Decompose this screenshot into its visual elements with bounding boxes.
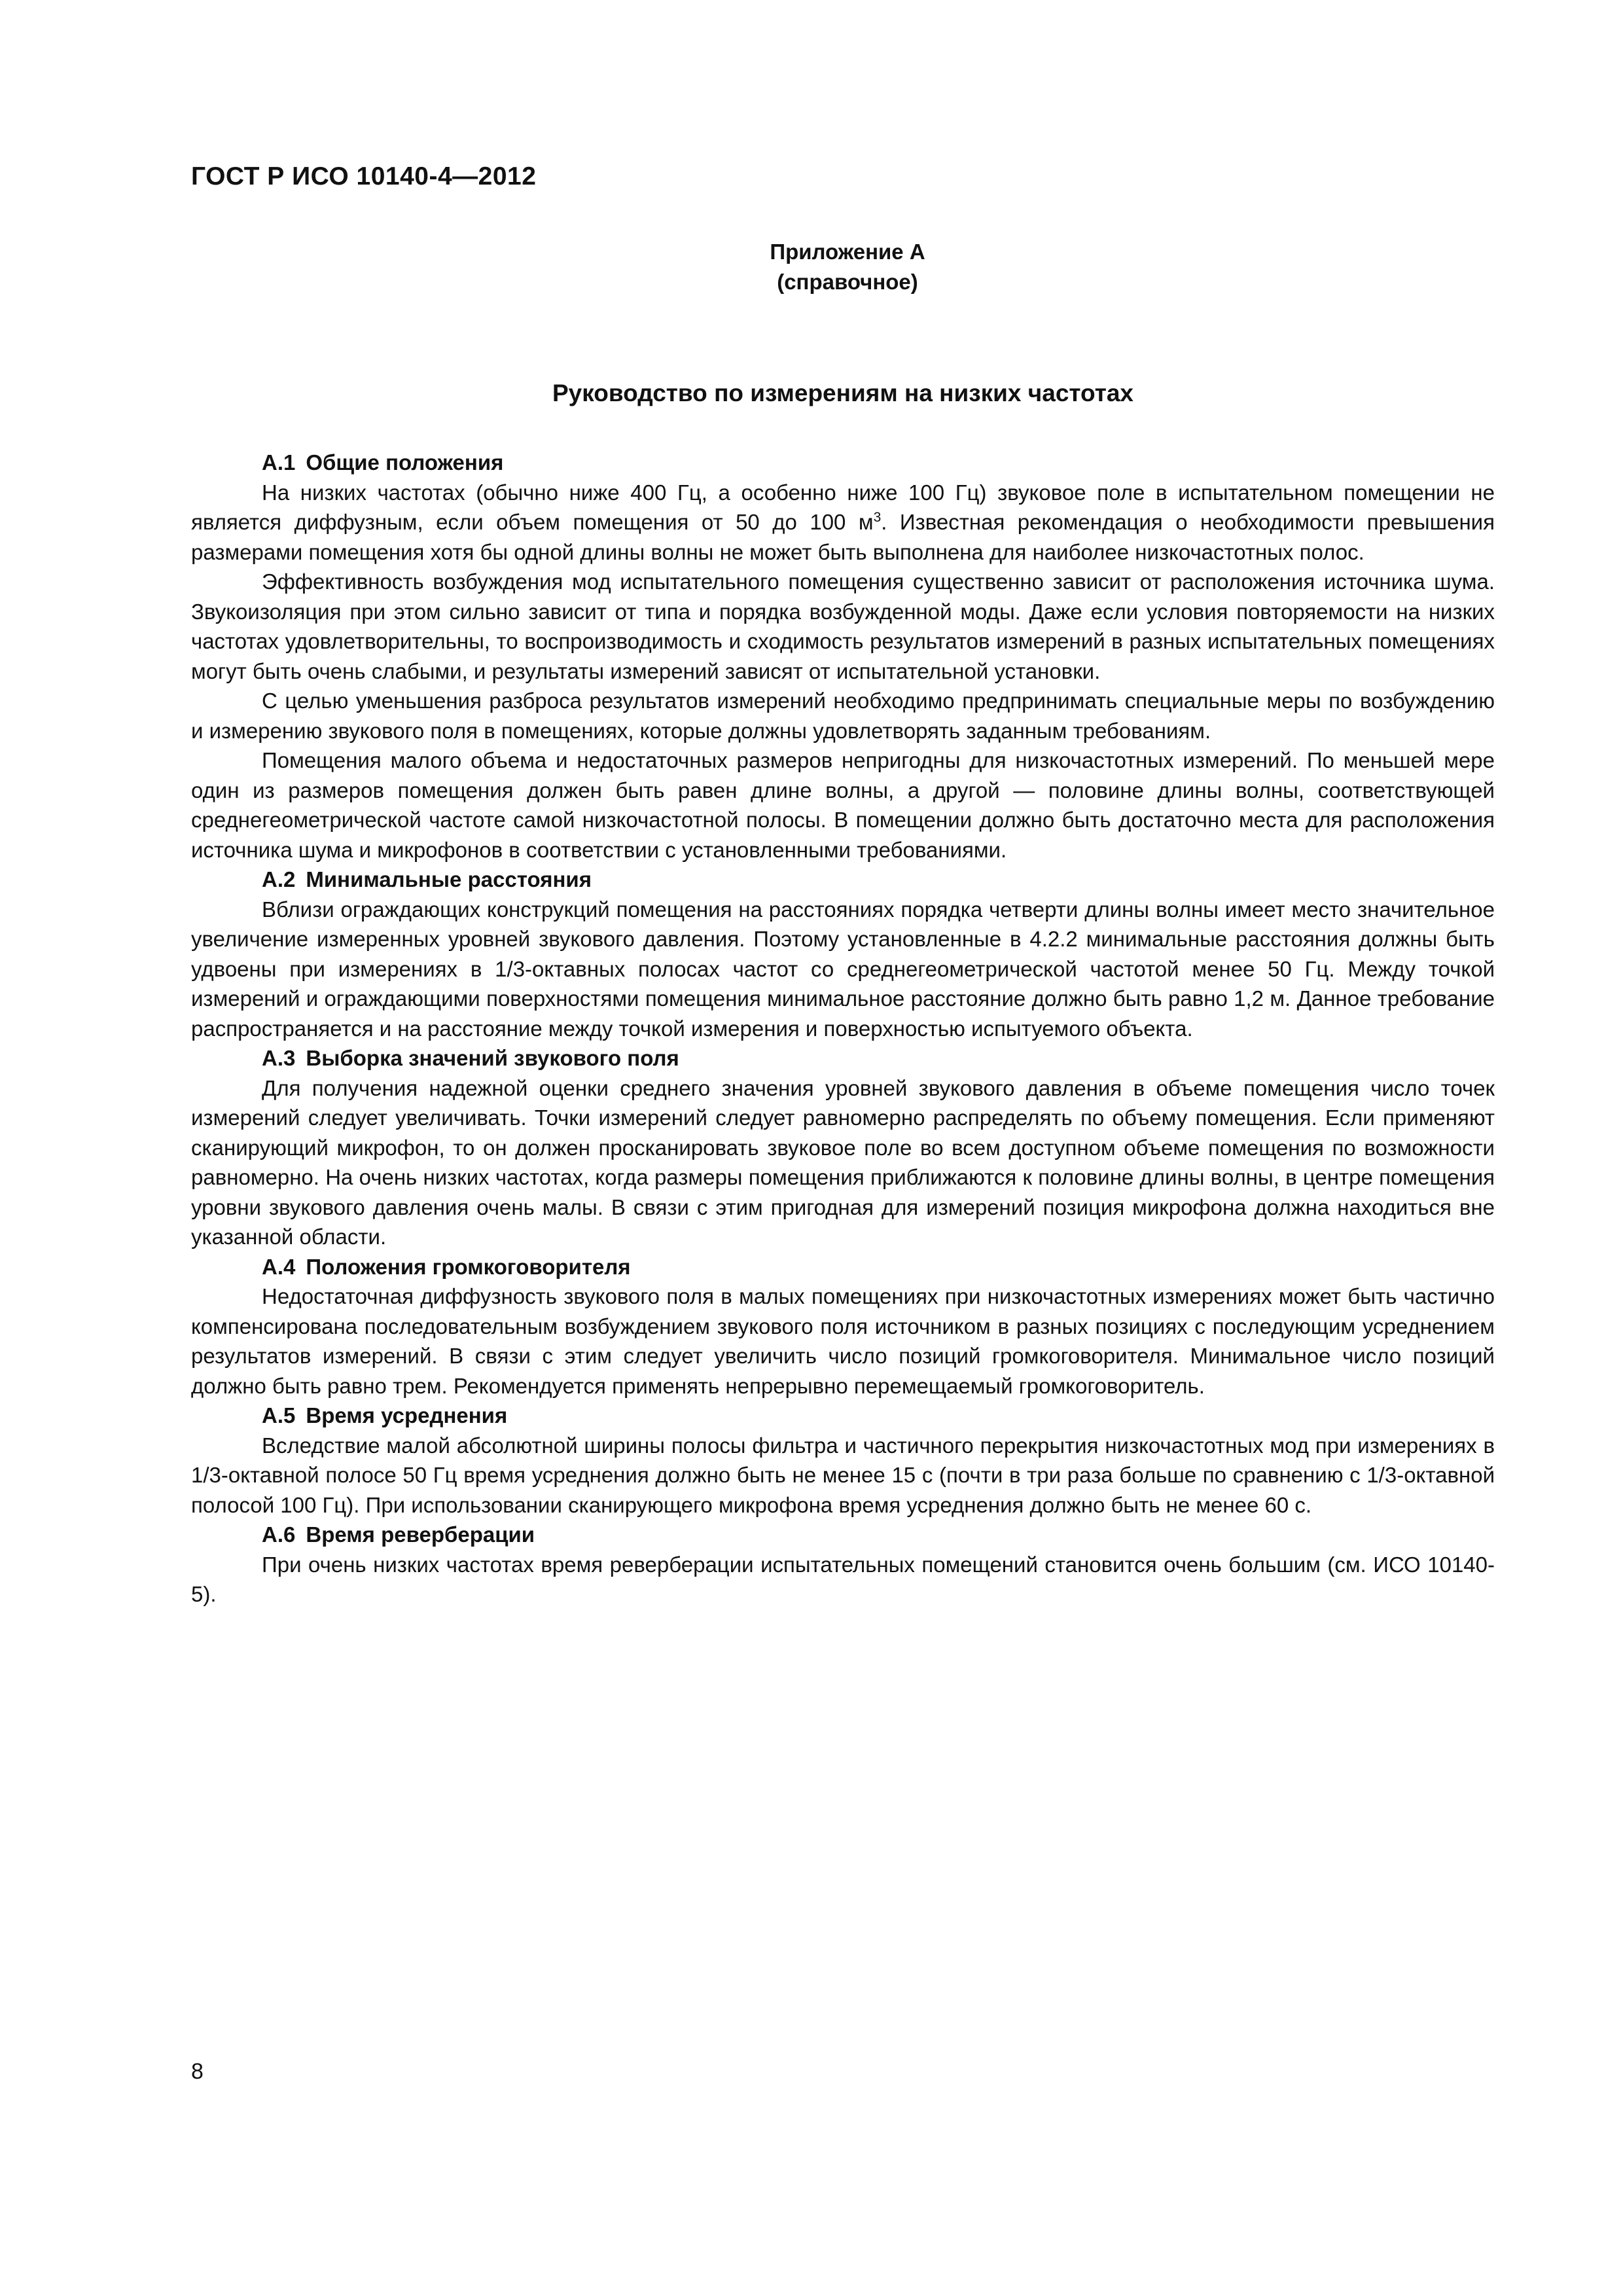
- annex-heading: [654, 237, 1041, 297]
- section-heading: [191, 1520, 1495, 1550]
- paragraph: Вследствие малой абсолютной ширины полосы фильтра и частичного перекрытия низкочастотных мод при измерениях в 1/3-октавной полосе 50 Гц время усреднения должно быть не менее 15 с (почти в три раза больше по сравнению с 1/3-октавной полосой 100 Гц). При использовании сканирующего микрофона время усреднения должно быть не менее 60 с.: [191, 1433, 1495, 1517]
- section-heading: [191, 1043, 1495, 1073]
- document-body: [191, 448, 1495, 1609]
- section-title: Время реверберации: [306, 1522, 535, 1547]
- section-number: А.6: [262, 1522, 296, 1547]
- paragraph: [191, 478, 1495, 567]
- section-heading: [191, 448, 1495, 478]
- superscript: 3: [873, 510, 882, 525]
- section-title: Время усреднения: [306, 1403, 508, 1427]
- section-heading: [191, 1252, 1495, 1282]
- section-number: А.3: [262, 1046, 296, 1070]
- paragraph: При очень низких частотах время реверберации испытательных помещений становится очень большим (см. ИСО 10140-5).: [191, 1552, 1495, 1606]
- section-heading: [191, 1401, 1495, 1431]
- section-title: Положения громкоговорителя: [306, 1254, 631, 1279]
- section-number: А.1: [262, 450, 296, 475]
- section-title: Минимальные расстояния: [306, 867, 592, 891]
- section-heading: [191, 865, 1495, 895]
- annex-title: Приложение А: [770, 240, 925, 264]
- paragraph: Недостаточная диффузность звукового поля в малых помещениях при низкочастотных измерениях может быть частично компенсирована последовательным возбуждением звукового поля источником в разных позициях с последующим усреднением результатов измерений. В связи с этим следует увеличить число позиций громкоговорителя. Минимальное число позиций должно быть равно трем. Рекомендуется применять непрерывно перемещаемый громкоговоритель.: [191, 1284, 1495, 1398]
- section-title: Общие положения: [306, 450, 504, 475]
- main-title: Руководство по измерениям на низких частотах: [552, 380, 1134, 406]
- section-number: А.4: [262, 1254, 296, 1279]
- section-title: Выборка значений звукового поля: [306, 1046, 679, 1070]
- paragraph-text-tail: . Известная рекомендация о необходимости превышения размерами помещения хотя бы одной длины волны не может быть выполнена для наиболее низкочастотных полос.: [191, 510, 1495, 564]
- paragraph: Эффективность возбуждения мод испытательного помещения существенно зависит от расположения источника шума. Звукоизоляция при этом сильно зависит от типа и порядка возбужденной моды. Даже если условия повторяемости на низких частотах удовлетворительны, то воспроизводимость и сходимость результатов измерений в разных испытательных помещениях могут быть очень слабыми, и результаты измерений зависят от испытательной установки.: [191, 569, 1495, 683]
- section-number: А.2: [262, 867, 296, 891]
- page-number: 8: [191, 2059, 204, 2084]
- paragraph: Для получения надежной оценки среднего значения уровней звукового давления в объеме помещения число точек измерений следует увеличивать. Точки измерений следует равномерно распределять по объему помещения. Если применяют сканирующий микрофон, то он должен просканировать звуковое поле во всем доступном объеме помещения по возможности равномерно. На очень низких частотах, когда размеры помещения приближаются к половине длины волны, в центре помещения уровни звукового давления очень малы. В связи с этим пригодная для измерений позиция микрофона должна находиться вне указанной области.: [191, 1075, 1495, 1249]
- section-number: А.5: [262, 1403, 296, 1427]
- paragraph: Помещения малого объема и недостаточных размеров непригодны для низкочастотных измерений. По меньшей мере один из размеров помещения должен быть равен длине волны, а другой — половине длины волны, соответствующей среднегеометрической частоте самой низкочастотной полосы. В помещении должно быть достаточно места для расположения источника шума и микрофонов в соответствии с установленными требованиями.: [191, 748, 1495, 862]
- annex-status: (справочное): [777, 270, 918, 294]
- paragraph-text: На низких частотах (обычно ниже 400 Гц, а особенно ниже 100 Гц) звуковое поле в испытательном помещении не является диффузным, если объем помещения от 50 до 100 м: [191, 480, 1495, 534]
- paragraph: Вблизи ограждающих конструкций помещения на расстояниях порядка четверти длины волны имеет место значительное увеличение измеренных уровней звукового давления. Поэтому установленные в 4.2.2 минимальные расстояния должны быть удвоены при измерениях в 1/3-октавных полосах частот со среднегеометрической частотой менее 50 Гц. Между точкой измерений и ограждающими поверхностями помещения минимальное расстояние должно быть равно 1,2 м. Данное требование распространяется и на расстояние между точкой измерения и поверхностью испытуемого объекта.: [191, 897, 1495, 1041]
- document-code: ГОСТ Р ИСО 10140-4—2012: [191, 162, 537, 190]
- paragraph: С целью уменьшения разброса результатов измерений необходимо предпринимать специальные меры по возбуждению и измерению звукового поля в помещениях, которые должны удовлетворять заданным требованиям.: [191, 689, 1495, 743]
